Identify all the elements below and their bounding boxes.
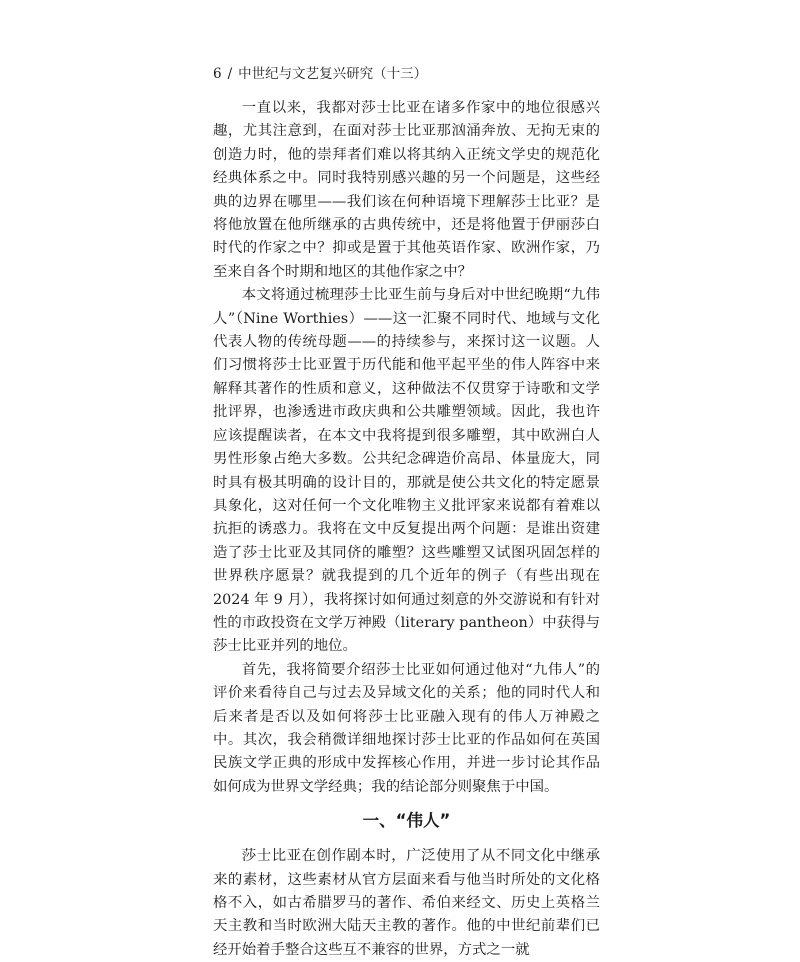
header-separator: / <box>227 66 233 82</box>
paragraph-1: 一直以来，我都对莎士比亚在诸多作家中的地位很感兴趣，尤其注意到，在面对莎士比亚那汹涌奔放、无拘无束的创造力时，他的崇拜者们难以将其纳入正统文学史的规范化经典体系之中。同时我特别感兴趣的另一个问题是，这些经典的边界在哪里——我们该在何种语境下理解莎士比亚？是将他放置在他所继承的古典传统中，还是将他置于伊丽莎白时代的作家之中？抑或是置于其他英语作家、欧洲作家，乃至来自各个时期和地区的其他作家之中？ <box>213 100 600 280</box>
body-text <box>213 97 600 962</box>
page-number: 6 <box>213 66 222 82</box>
book-title: 中世纪与文艺复兴研究（十三） <box>238 66 428 82</box>
paragraph-3: 首先，我将简要介绍莎士比亚如何通过他对“九伟人”的评价来看待自己与过去及异域文化的关系；他的同时代人和后来者是否以及如何将莎士比亚融入现有的伟人万神殿之中。其次，我会稍微详细地探讨莎士比亚的作品如何在英国民族文学正典的形成中发挥核心作用，并进一步讨论其作品如何成为世界文学经典；我的结论部分则聚焦于中国。 <box>213 661 600 795</box>
section-paragraph: 莎士比亚在创作剧本时，广泛使用了从不同文化中继承来的素材，这些素材从官方层面来看与他当时所处的文化格格不入，如古希腊罗马的著作、希伯来经文、历史上英格兰天主教和当时欧洲大陆天主教的著作。他的中世纪前辈们已经开始着手整合这些互不兼容的世界，方式之一就 <box>213 848 600 958</box>
running-header <box>213 64 427 84</box>
paragraph-2: 本文将通过梳理莎士比亚生前与身后对中世纪晚期“九伟人”（Nine Worthies）——这一汇聚不同时代、地域与文化代表人物的传统母题——的持续参与，来探讨这一议题。人们习惯将莎士比亚置于历代能和他平起平坐的伟人阵容中来解释其著作的性质和意义，这种做法不仅贯穿于诗歌和文学批评界，也渗透进市政庆典和公共雕塑领域。因此，我也许应该提醒读者，在本文中我将提到很多雕塑，其中欧洲白人男性形象占绝大多数。公共纪念碑造价高昂、体量庞大，同时具有极其明确的设计目的，那就是使公共文化的特定愿景具象化，这对任何一个文化唯物主义批评家来说都有着难以抗拒的诱惑力。我将在文中反复提出两个问题：是谁出资建造了莎士比亚及其同侪的雕塑？这些雕塑又试图巩固怎样的世界秩序愿景？就我提到的几个近年的例子（有些出现在 2024 年 9 月），我将探讨如何通过刻意的外交游说和有针对性的市政投资在文学万神殿（literary pantheon）中获得与莎士比亚并列的地位。 <box>213 287 600 655</box>
section-heading: 一、“伟人” <box>362 811 451 831</box>
